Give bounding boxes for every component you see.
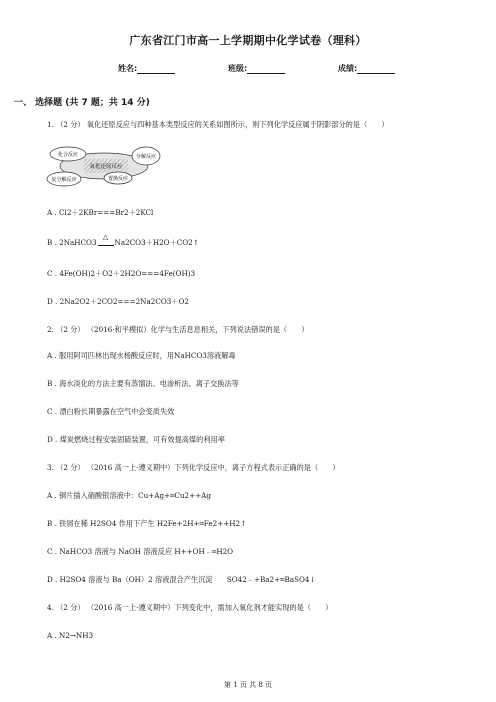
question-3-stem: 3. （2 分） （2016 高一上·遵义期中）下列化学反应中，离子方程式表示正确的是（ ） [47,463,340,472]
question-1-option-b[interactable] [47,233,199,248]
redox-label: 氧化还原反应 [89,164,123,170]
question-3-option-a[interactable]: A . 铜片插入硝酸银溶液中：Cu+Ag+═Cu2++Ag [47,491,211,500]
question-1-option-a[interactable]: A . Cl2＋2KBr===Br2＋2KCl [47,208,154,217]
class-field[interactable] [228,63,285,74]
displacement-label: 置换反应 [107,176,129,182]
heat-arrow [97,233,115,248]
reaction-type-diagram [46,144,162,188]
section-heading: 一、 选择题 (共 7 题；共 14 分) [14,98,150,108]
question-2-option-d[interactable]: D . 煤炭燃烧过程安装固硫装置，可有效提高煤的利用率 [47,435,225,444]
page-title: 广东省江门市高一上学期期中化学试卷（理科） [129,34,367,47]
class-blank[interactable] [247,65,285,74]
student-info-row [0,63,496,75]
combination-label: 化合反应 [57,152,79,158]
name-field[interactable] [118,63,175,74]
double-decomposition-label: 复分解反应 [51,177,77,183]
decomposition-label: 分解反应 [135,154,157,160]
question-2-option-c[interactable]: C . 漂白粉长期暴露在空气中会变质失效 [47,407,175,416]
question-2-option-b[interactable]: B . 海水淡化的方法主要有蒸馏法、电渗析法、离子交换法等 [47,379,239,388]
delta-symbol: △ [102,233,109,241]
class-label: 班级: [228,64,248,73]
name-blank[interactable] [137,65,175,74]
question-3-option-c[interactable]: C . NaHCO3 溶液与 NaOH 溶液反应 H++OH﹣═H2O [47,547,234,556]
score-blank[interactable] [357,65,395,74]
option-b-reactant: B . 2NaHCO3 [47,238,97,247]
score-field[interactable] [338,63,395,74]
question-1-option-d[interactable]: D . 2Na2O2＋2CO2===2Na2CO3＋O2 [47,297,189,306]
option-b-products: Na2CO3＋H2O＋CO2↑ [114,238,199,247]
question-4-stem: 4. （2 分） （2016 高一上·遵义期中）下列变化中，需加入氧化剂才能实现的是（ ） [47,603,333,612]
name-label: 姓名: [118,64,138,73]
page-footer: 第 1 页 共 8 页 [223,681,273,689]
question-1-option-c[interactable]: C . 4Fe(OH)2＋O2＋2H2O===4Fe(OH)3 [47,269,196,278]
question-3-option-d[interactable]: D . H2SO4 溶液与 Ba（OH）2 溶液混合产生沉淀 SO42﹣+Ba2+═BaSO4↓ [47,575,316,584]
question-1-stem: 1. （2 分） 氧化还原反应与四种基本类型反应的关系如图所示，则下列化学反应属于阴影部分的是（ ） [47,120,389,129]
question-2-option-a[interactable]: A . 服用阿司匹林出现水杨酸反应时，用NaHCO3溶液解毒 [47,351,236,360]
score-label: 成绩: [338,64,358,73]
question-3-option-b[interactable]: B . 铁屑在稀 H2SO4 作用下产生 H2Fe+2H+═Fe2++H2↑ [47,519,247,528]
question-4-option-a[interactable]: A . N2→NH3 [47,631,94,640]
question-2-stem: 2. （2 分） （2016·和平模拟）化学与生活息息相关，下列说法错误的是（ ） [47,325,309,334]
